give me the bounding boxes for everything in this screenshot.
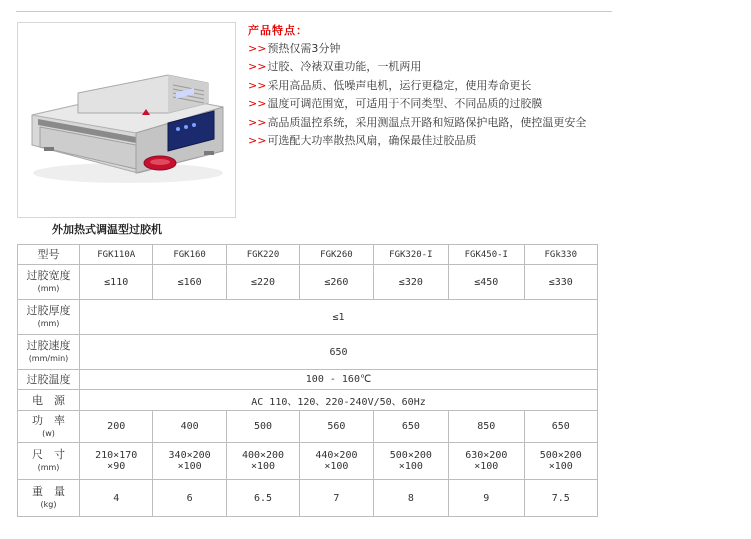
row-label: 过胶温度 [18, 370, 80, 390]
table-row-speed [18, 335, 598, 370]
table-cell: ≤330 [524, 265, 597, 300]
table-cell: 6.5 [226, 480, 299, 517]
table-row-weight [18, 480, 598, 517]
table-cell: ≤1 [80, 300, 598, 335]
table-cell: 630×200 ×100 [449, 443, 524, 480]
table-cell: 850 [449, 411, 524, 443]
row-label: 重 量 (kg) [18, 480, 80, 517]
table-row-thickness [18, 300, 598, 335]
row-label: 尺 寸 (mm) [18, 443, 80, 480]
table-cell: 400×200 ×100 [226, 443, 299, 480]
features-title: 产品特点： [248, 24, 308, 37]
table-row-size [18, 443, 598, 480]
table-cell: ≤220 [226, 265, 299, 300]
feature-item: >>高品质温控系统，采用测温点开路和短路保护电路，使控温更安全 [248, 115, 587, 129]
table-cell: ≤260 [300, 265, 373, 300]
table-cell: ≤160 [153, 265, 226, 300]
feature-item: >>采用高品质、低噪声电机，运行更稳定，使用寿命更长 [248, 78, 532, 92]
product-photo [17, 22, 236, 218]
feature-item: >>温度可调范围宽，可适用于不同类型、不同品质的过胶膜 [248, 97, 543, 111]
table-cell: 400 [153, 411, 226, 443]
row-label: 功 率 (w) [18, 411, 80, 443]
feature-item: >>可选配大功率散热风扇，确保最佳过胶品质 [248, 134, 477, 148]
table-cell: 6 [153, 480, 226, 517]
product-caption: 外加热式调温型过胶机 [52, 223, 162, 236]
bullet-arrow-icon: >> [248, 78, 267, 92]
table-cell: ≤320 [373, 265, 448, 300]
table-cell: AC 110、120、220-240V/50、60Hz [80, 390, 598, 411]
table-cell: ≤110 [80, 265, 153, 300]
table-cell: 500×200 ×100 [373, 443, 448, 480]
table-row-power-supply [18, 390, 598, 411]
table-cell: 650 [524, 411, 597, 443]
table-cell: ≤450 [449, 265, 524, 300]
model-cell: FGk330 [524, 245, 597, 265]
model-cell: FGK450-I [449, 245, 524, 265]
model-cell: FGK260 [300, 245, 373, 265]
table-row-model [18, 245, 598, 265]
bullet-arrow-icon: >> [248, 60, 267, 74]
table-cell: 4 [80, 480, 153, 517]
feature-item: >>预热仅需3分钟 [248, 42, 341, 55]
model-cell: FGK110A [80, 245, 153, 265]
table-cell: 9 [449, 480, 524, 517]
table-cell: 650 [373, 411, 448, 443]
bullet-arrow-icon: >> [248, 134, 267, 148]
table-cell: 8 [373, 480, 448, 517]
table-cell: 560 [300, 411, 373, 443]
table-cell: 340×200 ×100 [153, 443, 226, 480]
row-label: 过胶厚度 (mm) [18, 300, 80, 335]
feature-item: >>过胶、冷裱双重功能，一机两用 [248, 60, 422, 74]
table-row-power [18, 411, 598, 443]
model-cell: FGK320-I [373, 245, 448, 265]
table-cell: 100 - 160℃ [80, 370, 598, 390]
table-cell: 500 [226, 411, 299, 443]
row-label: 过胶速度 (mm/min) [18, 335, 80, 370]
row-label: 电 源 [18, 390, 80, 411]
laminator-illustration [18, 23, 235, 217]
table-row-temperature [18, 370, 598, 390]
bullet-arrow-icon: >> [248, 115, 267, 129]
table-cell: 500×200 ×100 [524, 443, 597, 480]
table-cell: 7 [300, 480, 373, 517]
features-section [248, 22, 586, 150]
row-label: 型号 [18, 245, 80, 265]
bullet-arrow-icon: >> [248, 42, 267, 55]
model-cell: FGK220 [226, 245, 299, 265]
bullet-arrow-icon: >> [248, 97, 267, 111]
spec-table [17, 244, 598, 517]
table-cell: 440×200 ×100 [300, 443, 373, 480]
table-cell: 7.5 [524, 480, 597, 517]
top-divider [16, 11, 612, 12]
table-cell: 210×170 ×90 [80, 443, 153, 480]
table-cell: 650 [80, 335, 598, 370]
model-cell: FGK160 [153, 245, 226, 265]
table-row-width [18, 265, 598, 300]
table-cell: 200 [80, 411, 153, 443]
row-label: 过胶宽度 (mm) [18, 265, 80, 300]
